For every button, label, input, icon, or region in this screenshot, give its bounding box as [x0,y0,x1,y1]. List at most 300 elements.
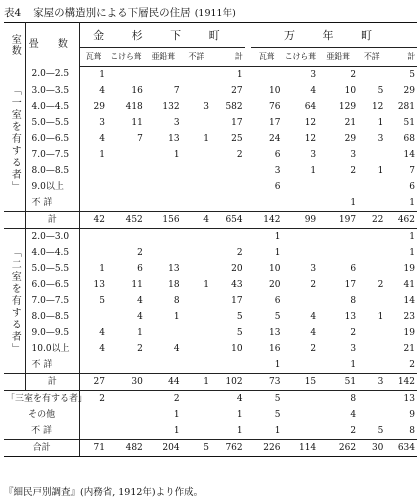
table-cell: 1 [173,409,180,420]
table-cell: 1 [385,229,417,246]
table-cell [182,407,211,423]
table-cell: 6 [409,181,415,192]
table-cell: 10 [268,263,281,274]
grand-total-row [4,440,417,457]
table-cell: 156 [145,212,182,229]
table-cell: 2 [377,279,384,290]
table-cell [107,179,145,195]
table-cell [107,423,145,440]
table-cell: 7 [173,85,180,96]
table-cell [80,163,107,179]
table-cell [80,423,107,440]
table-cell [182,325,211,341]
table-cell: 22 [358,212,385,229]
table-cell: 1 [236,425,243,436]
table-cell: 7 [137,133,143,144]
table-cell: 1 [310,165,317,176]
table-cell [80,195,107,212]
table-cell [358,341,385,357]
table-cell [282,357,318,374]
table-cell: 418 [125,101,143,112]
table-cell: 226 [251,440,283,457]
table-cell: 29 [93,101,105,112]
table-cell: 20 [268,279,281,290]
table-cell [182,357,211,374]
town2-col-header: 亜鉛葺 [318,48,358,67]
table-cell: 5 [236,311,243,322]
tatami-label: 不 詳 [25,195,80,212]
table-cell: 30 [358,440,385,457]
table-cell [282,423,318,440]
table-cell: 4 [99,327,105,338]
town1-col-header: 不詳 [182,48,211,67]
other-row-label: 不 詳 [4,423,80,440]
table-cell: 3 [203,101,209,112]
table-cell: 19 [403,327,415,338]
table-cell: 16 [268,343,281,354]
table-cell: 14 [403,149,415,160]
table-row [4,357,417,374]
town1-col-header: 計 [211,48,245,67]
table-cell: 7 [409,165,415,176]
table-cell: 4 [310,311,317,322]
table-cell: 4 [310,85,317,96]
source-note: 『細民戸別調査』(内務省, 1912年)より作成。 [4,487,204,498]
table-cell [358,245,385,261]
table-cell: 76 [268,101,281,112]
table-cell [107,391,145,408]
table-cell [107,357,145,374]
table-cell: 73 [251,374,283,391]
grand-total-label: 合計 [4,440,80,457]
table-cell: 10 [344,85,357,96]
table-row [4,293,417,309]
table-cell: 30 [107,374,145,391]
table-cell: 1 [99,149,105,160]
room-count-header: 室数 [4,23,25,67]
table-cell [182,391,211,408]
table-cell: 23 [403,311,415,322]
table-cell: 3 [310,69,317,80]
other-row-label: その他 [4,407,80,423]
tatami-label: 4.0—4.5 [25,245,80,261]
table-number: 表4 [4,7,22,19]
table-cell [107,163,145,179]
section-label: 「一室を有する者」 [4,67,25,212]
table-cell [80,229,107,246]
town1-col-header: 亜鉛葺 [145,48,182,67]
table-cell: 9 [409,409,415,420]
table-cell: 8 [173,295,180,306]
tatami-label: 3.0—3.5 [25,83,80,99]
table-row [4,99,417,115]
table-cell: 1 [99,69,105,80]
table-cell [282,179,318,195]
table-cell: 11 [131,279,143,290]
table-cell: 2 [350,425,357,436]
table-cell [182,293,211,309]
table-cell [211,163,245,179]
town1-col-header: 瓦葺 [80,48,107,67]
table-cell: 6 [274,295,281,306]
table-cell: 12 [304,117,317,128]
table-cell: 1 [350,197,357,208]
table-cell: 21 [344,117,357,128]
table-cell: 6 [274,149,281,160]
table-cell [145,229,182,246]
table-cell: 17 [344,279,357,290]
table-cell [358,391,385,408]
table-cell [107,195,145,212]
table-row [4,277,417,293]
table-cell: 12 [304,133,317,144]
table-row [4,147,417,163]
table-row [4,423,417,440]
table-cell [182,83,211,99]
table-cell: 1 [182,374,211,391]
table-row [4,163,417,179]
table-cell: 1 [236,409,243,420]
table-cell: 4 [99,85,105,96]
table-cell: 5 [274,311,281,322]
table-cell [358,293,385,309]
table-cell [145,195,182,212]
table-cell [182,115,211,131]
table-cell: 13 [168,133,180,144]
table-cell: 2 [310,279,317,290]
table-cell: 1 [377,165,384,176]
table-cell [80,407,107,423]
table-cell: 5 [236,327,243,338]
table-cell: 15 [282,374,318,391]
table-row [4,407,417,423]
table-cell: 1 [173,149,180,160]
table-cell: 132 [162,101,180,112]
table-row [4,83,417,99]
table-cell [282,195,318,212]
table-cell: 3 [310,149,317,160]
table-cell: 1 [274,359,281,370]
subtotal-row [4,212,417,229]
table-cell: 5 [182,440,211,457]
table-cell: 13 [93,279,105,290]
table-cell: 21 [403,343,415,354]
table-cell [211,179,245,195]
table-cell [182,261,211,277]
table-row [4,309,417,325]
table-cell: 41 [403,279,415,290]
table-cell: 114 [282,440,318,457]
table-cell: 51 [403,117,415,128]
table-cell [182,245,211,261]
tatami-label: 7.0—7.5 [25,293,80,309]
tatami-label: 2.0—2.5 [25,67,80,84]
table-cell: 1 [99,263,105,274]
table-cell: 262 [318,440,358,457]
other-row-label: 「三室を有する者」 [4,391,80,408]
town2-header: 万 年 町 [251,23,417,48]
table-cell: 44 [145,374,182,391]
table-cell: 482 [107,440,145,457]
section-label: 「二室を有する者」 [4,229,25,374]
table-title [4,5,236,20]
table-cell: 3 [358,374,385,391]
table-cell: 197 [318,212,358,229]
table-cell [358,357,385,374]
table-cell: 3 [377,133,384,144]
table-row [4,245,417,261]
table-cell: 4 [99,133,105,144]
table-cell: 5 [377,425,384,436]
table-cell: 17 [231,117,243,128]
table-cell [182,163,211,179]
table-cell: 5 [377,85,384,96]
table-cell [80,309,107,325]
table-cell: 129 [338,101,357,112]
table-cell: 4 [211,391,245,408]
table-cell: 3 [173,117,180,128]
table-cell [107,229,145,246]
tatami-label: 6.0—6.5 [25,131,80,147]
table-cell [182,423,211,440]
table-cell: 27 [80,374,107,391]
tatami-label: 5.0—5.5 [25,261,80,277]
table-cell [282,407,318,423]
table-cell [80,245,107,261]
table-cell: 2 [409,359,415,370]
table-cell [358,325,385,341]
table-cell: 634 [385,440,417,457]
table-cell: 29 [403,85,415,96]
table-cell: 4 [182,212,211,229]
table-cell: 29 [344,133,357,144]
table-cell: 1 [274,425,281,436]
table-cell: 1 [173,311,180,322]
table-cell: 5 [251,391,283,408]
table-cell: 582 [225,101,243,112]
table-cell [318,229,358,246]
table-cell [107,67,145,84]
table-cell [358,67,385,84]
table-cell: 8 [409,425,415,436]
table-cell [358,229,385,246]
table-cell: 12 [371,101,384,112]
table-cell: 2 [145,391,182,408]
table-cell [251,195,283,212]
table-cell [211,357,245,374]
town2-col-header: 不詳 [358,48,385,67]
table-cell: 1 [377,117,384,128]
table-cell: 1 [251,229,283,246]
table-row [4,325,417,341]
table-cell [211,229,245,246]
table-cell: 3 [310,263,317,274]
table-cell: 5 [274,409,281,420]
tatami-label: 不 詳 [25,357,80,374]
table-cell [358,179,385,195]
table-cell: 142 [251,212,283,229]
table-cell [282,245,318,261]
town2-col-header: 瓦葺 [251,48,283,67]
table-cell: 4 [99,343,105,354]
table-cell [182,179,211,195]
town1-col-header: こけら葺 [107,48,145,67]
table-cell [182,67,211,84]
table-cell [282,391,318,408]
tatami-label: 5.0—5.5 [25,115,80,131]
table-row [4,341,417,357]
table-cell: 4 [310,327,317,338]
table-cell: 71 [80,440,107,457]
tatami-label: 4.0—4.5 [25,99,80,115]
table-cell [358,261,385,277]
table-cell: 3 [350,149,357,160]
table-cell: 1 [137,327,143,338]
table-cell: 3 [350,343,357,354]
subtotal-label: 計 [25,374,80,391]
tatami-label: 8.0—8.5 [25,163,80,179]
table-cell: 6 [274,181,281,192]
table-cell: 1 [409,197,415,208]
table-cell: 25 [231,133,243,144]
tatami-label: 2.0—3.0 [25,229,80,246]
table-cell: 64 [304,101,317,112]
table-cell [251,67,283,84]
table-cell: 16 [131,85,143,96]
table-cell: 2 [80,391,107,408]
tatami-header: 畳 数 [25,23,80,67]
tatami-label: 6.0—6.5 [25,277,80,293]
table-cell: 13 [168,263,180,274]
table-cell: 3 [274,165,281,176]
tatami-label: 8.0—8.5 [25,309,80,325]
table-cell [182,147,211,163]
table-cell: 2 [350,165,357,176]
table-cell: 1 [377,311,384,322]
table-cell: 1 [350,359,357,370]
table-cell [145,357,182,374]
table-cell: 2 [137,343,143,354]
table-cell [145,179,182,195]
table-cell: 2 [236,149,243,160]
table-cell: 13 [268,327,281,338]
table-cell [358,147,385,163]
table-cell: 1 [274,247,281,258]
table-cell: 204 [145,440,182,457]
table-cell [211,195,245,212]
table-cell: 2 [350,327,357,338]
table-cell: 13 [385,391,417,408]
table-cell: 2 [137,247,143,258]
table-cell: 68 [403,133,415,144]
table-row [4,179,417,195]
table-row [4,391,417,408]
table-cell: 11 [131,117,143,128]
table-row [4,195,417,212]
table-cell [358,407,385,423]
table-cell [182,341,211,357]
table-cell: 17 [268,117,281,128]
table-cell: 452 [107,212,145,229]
table-cell: 20 [231,263,243,274]
table-row [4,115,417,131]
table-cell: 3 [99,117,105,128]
table-cell: 654 [211,212,245,229]
table-cell: 10 [268,85,281,96]
table-cell: 24 [268,133,281,144]
table-cell: 462 [385,212,417,229]
table-cell [107,147,145,163]
table-cell [282,229,318,246]
table-cell: 4 [350,409,357,420]
tatami-label: 9.0以上 [25,179,80,195]
table-cell: 18 [168,279,180,290]
table-cell: 14 [403,295,415,306]
table-row [4,131,417,147]
table-cell: 6 [137,263,143,274]
table-cell: 17 [231,295,243,306]
table-cell: 19 [403,263,415,274]
table-cell: 8 [350,295,357,306]
table-cell: 1 [409,247,415,258]
table-cell [107,407,145,423]
table-cell: 8 [318,391,358,408]
table-cell [358,195,385,212]
housing-table [4,22,417,457]
town2-col-header: こけら葺 [282,48,318,67]
table-cell: 4 [173,343,180,354]
table-row [4,67,417,84]
table-title-text: 家屋の構造別による下層民の住居 [33,7,191,19]
table-cell: 51 [318,374,358,391]
table-cell: 1 [203,133,209,144]
table-cell [182,309,211,325]
table-cell [282,293,318,309]
table-cell [80,357,107,374]
table-cell: 102 [211,374,245,391]
subtotal-row [4,374,417,391]
table-cell: 1 [173,425,180,436]
table-cell [145,163,182,179]
table-cell: 99 [282,212,318,229]
table-cell: 1 [236,69,243,80]
table-cell: 4 [137,311,143,322]
town2-col-header: 計 [385,48,417,67]
table-cell: 281 [397,101,415,112]
table-cell: 43 [231,279,243,290]
table-cell: 5 [409,69,415,80]
table-cell [145,325,182,341]
tatami-label: 10.0以上 [25,341,80,357]
table-cell: 13 [344,311,357,322]
table-cell [80,179,107,195]
table-cell: 1 [203,279,209,290]
subtotal-label: 計 [25,212,80,229]
table-row [4,261,417,277]
table-cell: 2 [350,69,357,80]
table-cell: 4 [137,295,143,306]
table-cell [145,245,182,261]
table-cell: 2 [236,247,243,258]
table-cell: 27 [231,85,243,96]
table-cell: 6 [350,263,357,274]
table-cell: 10 [231,343,243,354]
tatami-label: 9.0—9.5 [25,325,80,341]
table-cell: 5 [99,295,105,306]
table-cell: 762 [211,440,245,457]
table-row [4,229,417,246]
table-title-year: (1911年) [194,8,236,19]
